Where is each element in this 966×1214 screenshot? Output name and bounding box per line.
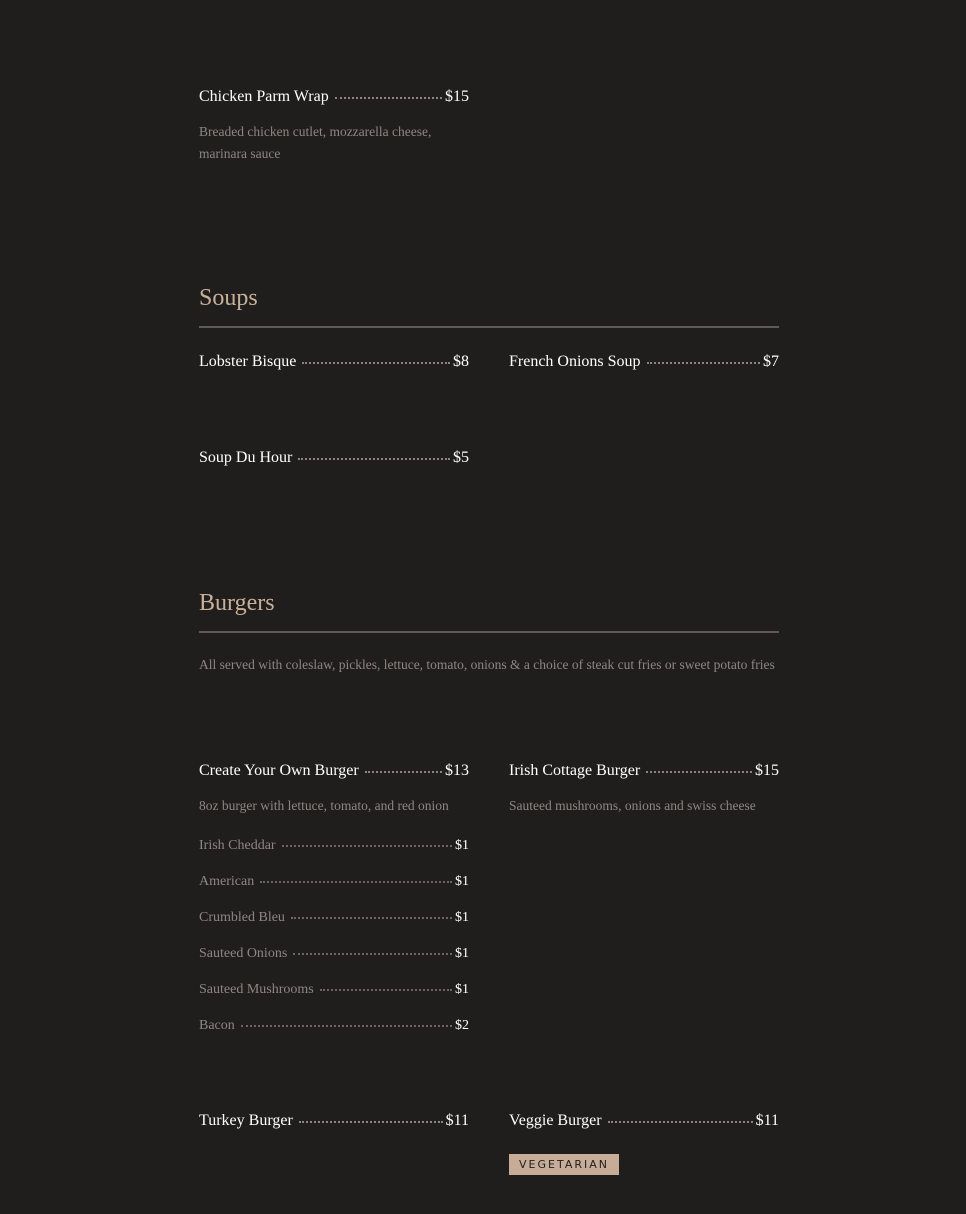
addon-name: Crumbled Bleu — [199, 910, 285, 925]
item-name: Chicken Parm Wrap — [199, 88, 329, 105]
menu-item-veggie-burger — [509, 1109, 779, 1131]
menu-item-create-your-own-burger — [199, 759, 469, 817]
addon-name: Sauteed Onions — [199, 946, 288, 961]
addon-sauteed-mushrooms — [199, 980, 469, 999]
item-price: $7 — [763, 353, 779, 370]
dot-leader — [282, 834, 452, 847]
addon-name: Bacon — [199, 1018, 235, 1033]
addon-price: $1 — [455, 946, 469, 961]
menu-item-lobster-bisque — [199, 350, 469, 372]
dot-leader — [320, 978, 452, 991]
dot-leader — [335, 85, 442, 99]
section-title-burgers: Burgers — [199, 590, 275, 616]
addon-american — [199, 872, 469, 891]
dot-leader — [241, 1014, 452, 1027]
menu-item-irish-cottage-burger — [509, 759, 779, 817]
addon-name: American — [199, 874, 255, 889]
item-name: Soup Du Hour — [199, 449, 293, 466]
item-name: French Onions Soup — [509, 353, 641, 370]
addon-price: $2 — [455, 1018, 469, 1033]
item-price: $8 — [453, 353, 469, 370]
menu-item-turkey-burger — [199, 1109, 469, 1131]
dot-leader — [647, 350, 760, 364]
dot-leader — [291, 906, 452, 919]
item-description: Sauteed mushrooms, onions and swiss cheese — [509, 798, 756, 813]
menu-item-soup-du-hour — [199, 446, 469, 468]
dot-leader — [608, 1109, 753, 1123]
addon-price: $1 — [455, 910, 469, 925]
item-name: Create Your Own Burger — [199, 762, 359, 779]
addon-bacon — [199, 1016, 469, 1035]
item-description: Breaded chicken cutlet, mozzarella cheese, marinara sauce — [199, 124, 432, 161]
section-divider — [199, 326, 779, 328]
section-note: All served with coleslaw, pickles, lettuce, tomato, onions & a choice of steak cut fries or sweet potato fries — [199, 657, 775, 672]
item-description: 8oz burger with lettuce, tomato, and red onion — [199, 798, 449, 813]
item-price: $15 — [445, 88, 469, 105]
dot-leader — [299, 1109, 443, 1123]
menu-item-chicken-parm-wrap — [199, 85, 469, 165]
dot-leader — [260, 870, 452, 883]
addon-crumbled-bleu — [199, 908, 469, 927]
item-name: Veggie Burger — [509, 1112, 602, 1129]
dot-leader — [302, 350, 450, 364]
item-price: $11 — [445, 1112, 469, 1129]
section-title-soups: Soups — [199, 285, 258, 311]
addon-price: $1 — [455, 982, 469, 997]
item-price: $15 — [755, 762, 779, 779]
partial-item-description-left — [199, 0, 361, 4]
partial-item-description-right — [509, 0, 566, 4]
item-price: $11 — [755, 1112, 779, 1129]
item-price: $13 — [445, 762, 469, 779]
addon-price: $1 — [455, 838, 469, 853]
dot-leader — [365, 759, 442, 773]
dot-leader — [298, 446, 450, 460]
item-name: Turkey Burger — [199, 1112, 293, 1129]
item-name: Irish Cottage Burger — [509, 762, 641, 779]
addon-sauteed-onions — [199, 944, 469, 963]
addon-name: Irish Cheddar — [199, 838, 276, 853]
vegetarian-tag: VEGETARIAN — [509, 1154, 619, 1175]
item-price: $5 — [453, 449, 469, 466]
addon-name: Sauteed Mushrooms — [199, 982, 314, 997]
addon-price: $1 — [455, 874, 469, 889]
item-name: Lobster Bisque — [199, 353, 297, 370]
section-divider — [199, 631, 779, 633]
dot-leader — [293, 942, 452, 955]
addon-irish-cheddar — [199, 836, 469, 855]
dot-leader — [646, 759, 752, 773]
menu-item-french-onions-soup — [509, 350, 779, 372]
